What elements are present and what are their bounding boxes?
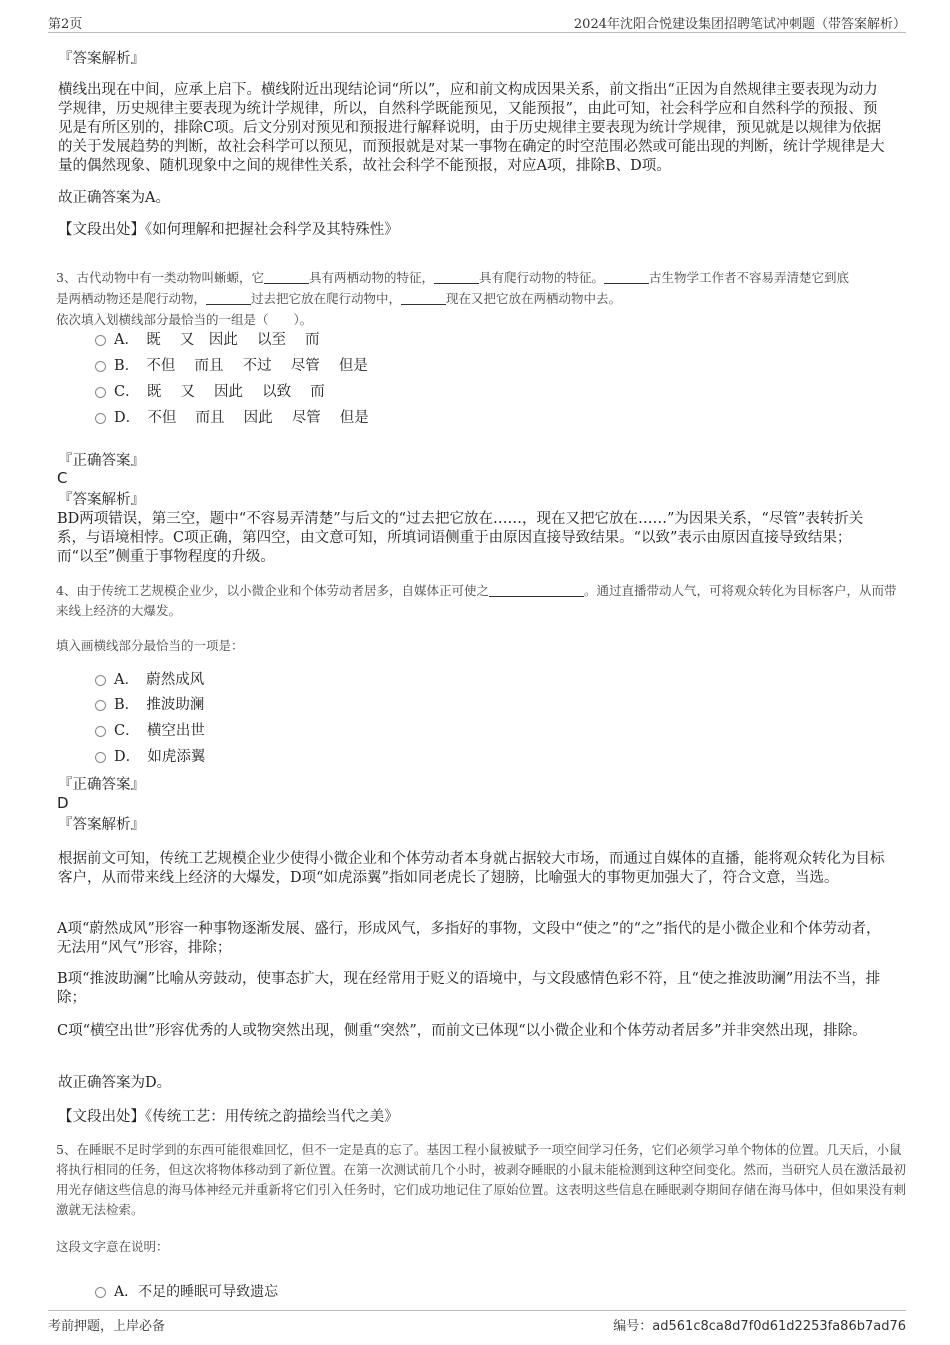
- q4-analysis-label: 『答案解析』: [58, 817, 145, 833]
- radio-icon[interactable]: [95, 387, 106, 398]
- q3-option-c[interactable]: C． 既 又 因此 以致 而: [95, 381, 325, 403]
- q3-analysis-text: BD两项错误，第三空，题中“不容易弄清楚”与后文的“过去把它放在……，现在又把它放在……”为因果关系，“尽管”表转折关系，与语境相悖。C项正确，第四空，由文意可知，所填词语侧重于由原因直接导致结果。“以致”表示由原因直接导致结果；而“以至”侧重于事物程度的升级。: [57, 511, 864, 565]
- radio-icon[interactable]: [95, 752, 106, 763]
- document-title: 2024年沈阳合悦建设集团招聘笔试冲刺题（带答案解析）: [573, 17, 906, 32]
- page-footer: [48, 1310, 906, 1337]
- page-header: [48, 10, 906, 33]
- q3-text: 3、古代动物中有一类动物叫蜥螈，它 具有两栖动物的特征， 具有爬行动物的特征。 古生物学工作者不容易弄清楚它到底 是两栖动物还是爬行动物， 过去把它放在爬行动物中， 现在又把它放在两栖动物中去。 依次填入划横线部分最恰当的一组是（ ）。: [56, 270, 850, 327]
- radio-icon[interactable]: [95, 1287, 106, 1298]
- q3-option-b[interactable]: B． 不但 而且 不过 尽管 但是: [95, 355, 368, 377]
- q5-text: 5、在睡眠不足时学到的东西可能很难回忆，但不一定是真的忘了。基因工程小鼠被赋予一项空间学习任务，它们必须学习单个物体的位置。几天后，小鼠将执行相同的任务，但这次将物体移动到了新位置。在第一次测试前几个小时，被剥夺睡眠的小鼠未能检测到这种空间变化。然而，当研究人员在激活最初用光存储这些信息的海马体神经元并重新将它们引入任务时，它们成功地记住了原始位置。这表明这些信息在睡眠剥夺期间存储在海马体中，但如果没有刺激就无法检索。: [56, 1142, 907, 1217]
- q4-analysis-para-1: 根据前文可知，传统工艺规模企业少使得小微企业和个体劳动者本身就占据较大市场，而通过自媒体的直播，能将观众转化为目标客户，从而带来线上经济的大爆发，D项“如虎添翼”指如同老虎长了翅膀，比喻强大的事物更加强大了，符合文意，当选。: [58, 851, 885, 886]
- page-number: 第2页: [48, 17, 83, 32]
- q3-analysis-label: 『答案解析』: [58, 492, 145, 508]
- blank-q4: [489, 584, 584, 597]
- q5-prompt: 这段文字意在说明：: [56, 1239, 169, 1254]
- radio-icon[interactable]: [95, 335, 106, 346]
- q4-option-a[interactable]: A． 蔚然成风: [95, 669, 204, 691]
- q4-conclusion: 故正确答案为D。: [58, 1075, 172, 1091]
- document-code: 编号：ad561c8ca8d7f0d61d2253fa86b7ad76: [613, 1319, 906, 1334]
- q4-correct-answer: D: [57, 794, 69, 812]
- q3-correct-answer: C: [57, 469, 68, 487]
- footer-slogan: 考前押题，上岸必备: [48, 1319, 166, 1334]
- q4-analysis-para-3: B项“推波助澜”比喻从旁鼓动，使事态扩大，现在经常用于贬义的语境中，与文段感情色彩不符，且“使之推波助澜”用法不当，排除；: [57, 971, 881, 1006]
- q3-option-d[interactable]: D． 不但 而且 因此 尽管 但是: [95, 407, 369, 429]
- prev-analysis-label: 『答案解析』: [58, 51, 145, 67]
- q4-analysis-para-2: A项“蔚然成风”形容一种事物逐渐发展、盛行，形成风气，多指好的事物，文段中“使之”的“之”指代的是小微企业和个体劳动者，无法用“风气”形容，排除；: [57, 921, 881, 956]
- radio-icon[interactable]: [95, 675, 106, 686]
- radio-icon[interactable]: [95, 726, 106, 737]
- q3-option-a[interactable]: A． 既 又 因此 以至 而: [95, 329, 320, 351]
- q4-prompt: 填入画横线部分最恰当的一项是：: [56, 638, 244, 653]
- radio-icon[interactable]: [95, 413, 106, 424]
- blank-5: [401, 292, 446, 305]
- q4-correct-label: 『正确答案』: [58, 777, 145, 793]
- prev-conclusion: 故正确答案为A。: [58, 190, 170, 206]
- blank-4: [206, 292, 251, 305]
- q4-text: 4、由于传统工艺规模企业少，以小微企业和个体劳动者居多，自媒体正可使之 。通过直播带动人气，可将观众转化为目标客户，从而带来线上经济的大爆发。: [56, 583, 897, 618]
- q3-prompt: 依次填入划横线部分最恰当的一组是（ ）。: [56, 312, 313, 327]
- blank-1: [264, 271, 309, 284]
- q4-option-b[interactable]: B． 推波助澜: [95, 694, 204, 716]
- q5-option-a[interactable]: A．不足的睡眠可导致遗忘: [95, 1281, 278, 1303]
- q4-option-d[interactable]: D． 如虎添翼: [95, 746, 205, 768]
- blank-3: [604, 271, 649, 284]
- q3-correct-label: 『正确答案』: [58, 453, 145, 469]
- q4-option-c[interactable]: C． 横空出世: [95, 720, 205, 742]
- radio-icon[interactable]: [95, 361, 106, 372]
- prev-source: 【文段出处】《如何理解和把握社会科学及其特殊性》: [58, 222, 399, 238]
- q4-source: 【文段出处】《传统工艺：用传统之韵描绘当代之美》: [58, 1109, 399, 1125]
- prev-analysis-text: 横线出现在中间，应承上启下。横线附近出现结论词“所以”，应和前文构成因果关系，前文指出“正因为自然规律主要表现为动力学规律，历史规律主要表现为统计学规律，所以，自然科学既能预见，又能预报”，由此可知，社会科学应和自然科学的预报、预见是有所区别的，排除C项。后文分别对预见和预报进行解释说明，由于历史规律主要表现为统计学规律，预见就是以规律为依据的关于发展趋势的判断，故社会科学可以预见，而预报就是对某一事物在确定的时空范围必然或可能出现的判断，统计学规律是大量的偶然现象、随机现象中之间的规律性关系，故社会科学不能预报，对应A项，排除B、D项。: [58, 82, 885, 174]
- q4-analysis-para-4: C项“横空出世”形容优秀的人或物突然出现，侧重“突然”，而前文已体现“以小微企业和个体劳动者居多”并非突然出现，排除。: [57, 1023, 867, 1039]
- blank-2: [434, 271, 479, 284]
- radio-icon[interactable]: [95, 700, 106, 711]
